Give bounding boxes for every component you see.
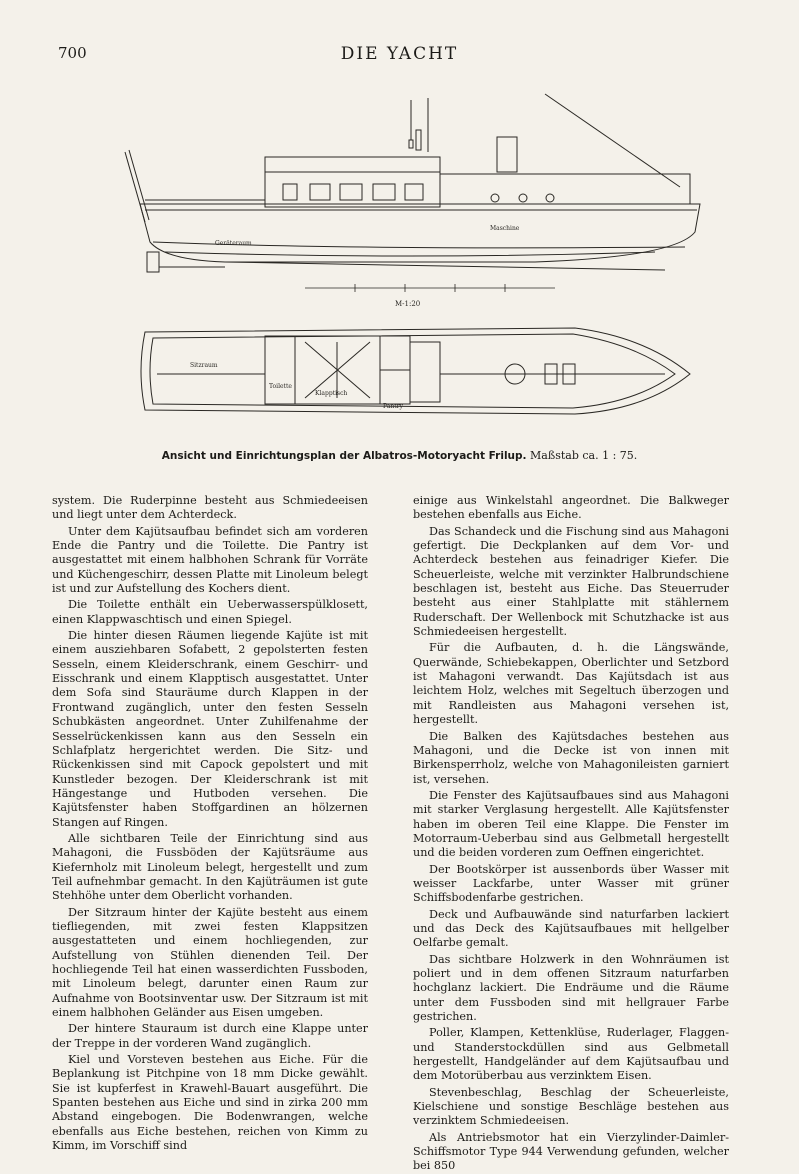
paragraph: Stevenbeschlag, Beschlag der Scheuerleiste, Kielschiene und sonstige Beschläge bestehen aus verzinktem Schmiedeeisen. — [413, 1085, 729, 1128]
paragraph: Der Bootskörper ist aussenbords über Wasser mit weisser Lackfarbe, unter Wasser mit grüner Schiffsbodenfarbe gestrichen. — [413, 862, 729, 905]
label-toilette: Toilette — [269, 383, 292, 390]
paragraph: Der Sitzraum hinter der Kajüte besteht aus einem tiefliegenden, mit zwei festen Klappsitzen ausgestatteten und einem hochliegenden, zur Aufstellung von Stühlen dienenden Teil. Der hochliegende Teil hat einen wasserdichten Fussboden, mit Linoleum belegt, darunter einen Raum zur Aufnahme von Bootsinventar usw. Der Sitzraum ist mit einem halbhohen Geländer aus Eisen umgeben. — [52, 905, 368, 1020]
paragraph: Kiel und Vorsteven bestehen aus Eiche. Für die Beplankung ist Pitchpine von 18 mm Dicke gewählt. Sie ist kupferfest in Krawehl-Bauart ausgeführt. Die Spanten bestehen aus Eiche und sind in zirka 200 mm Abstand eingebogen. Die Bodenwrangen, welche ebenfalls aus Eiche bestehen, reichen von Kimm zu Kimm, im Vorschiff sind — [52, 1053, 368, 1153]
boat-plan-figure — [105, 92, 705, 427]
paragraph: Alle sichtbaren Teile der Einrichtung sind aus Mahagoni, die Fussböden der Kajütsräume aus Kiefernholz mit Linoleum belegt, hergestellt und zum Teil aufnehmbar gemacht. In den Kajüträumen ist gute Stehhöhe unter dem Oberlicht vorhanden. — [52, 831, 368, 903]
paragraph: Die Balken des Kajütsdaches bestehen aus Mahagoni, und die Decke ist von innen mit Birkensperrholz, welche von Mahagonileisten garniert ist, versehen. — [413, 729, 729, 786]
paragraph: Das sichtbare Holzwerk in den Wohnräumen ist poliert und in dem offenen Sitzraum naturfarben hochglanz lackiert. Die Endräume und die Räume unter dem Fussboden sind mit hellgrauer Farbe gestrichen. — [413, 952, 729, 1024]
paragraph: Unter dem Kajütsaufbau befindet sich am vorderen Ende die Pantry und die Toilette. Die Pantry ist ausgestattet mit einem halbhohen Schrank für Vorräte und Küchengeschirr, dessen Platte mit Linoleum belegt ist und zur Aufstellung des Kochers dient. — [52, 524, 368, 596]
deck-plan-drawing — [141, 328, 690, 414]
caption-scale: Maßstab ca. 1 : 75. — [530, 449, 638, 462]
paragraph: Die hinter diesen Räumen liegende Kajüte ist mit einem ausziehbaren Sofabett, 2 gepolsterten festen Sesseln, einem Kleiderschrank, einem Geschirr- und Eisschrank und einem Klapptisch ausgestattet. Unter dem Sofa sind Stauräume durch Klappen in der Frontwand zugänglich, unter den festen Sesseln Schubkästen angeordnet. Unter Zuhilfenahme der Sesselrückenkissen kann aus den Sesseln ein Schlafplatz hergerichtet werden. Die Sitz- und Rückenkissen sind mit Capock gepolstert und mit Kunstleder bezogen. Der Kleiderschrank ist mit Hängestange und Hutboden versehen. Die Kajütsfenster haben Stoffgardinen an hölzernen Stangen auf Ringen. — [52, 629, 368, 829]
label-geraeteraum: Geräteraum — [215, 240, 252, 247]
paragraph: Die Toilette enthält ein Ueberwasserspülklosett, einen Klappwaschtisch und einen Spiegel. — [52, 598, 368, 626]
label-pantry: Pantry — [383, 403, 403, 410]
side-elevation-drawing — [125, 94, 700, 272]
scale-bar — [305, 284, 555, 308]
running-title: DIE YACHT — [340, 44, 459, 64]
scale-label: M-1:20 — [395, 300, 421, 308]
paragraph: Das Schandeck und die Fischung sind aus Mahagoni gefertigt. Die Deckplanken auf dem Vor- und Achterdeck bestehen aus feinadriger Kiefer. Die Scheuerleiste, welche mit verzinkter Halbrundschiene beschlagen ist, besteht aus Eiche. Das Steuerruder besteht aus einer Stahlplatte mit stählernem Ruderschaft. Der Wellenbock mit Schutzhacke ist aus Schmiedeeisen hergestellt. — [413, 524, 729, 639]
paragraph: system. Die Ruderpinne besteht aus Schmiedeeisen und liegt unter dem Achterdeck. — [52, 494, 368, 522]
page-header — [0, 44, 799, 68]
label-klapptisch: Klapptisch — [315, 390, 348, 397]
paragraph: Die Fenster des Kajütsaufbaues sind aus Mahagoni mit starker Verglasung hergestellt. Alle Kajütsfenster haben im oberen Teil eine Klappe. Die Fenster im Motorraum-Ueberbau sind aus Gelbmetall hergestellt und die beiden vorderen zum Oeffnen eingerichtet. — [413, 788, 729, 860]
figure-caption — [0, 449, 799, 462]
paragraph: Poller, Klampen, Kettenklüse, Ruderlager, Flaggen- und Standerstockdüllen sind aus Gelbmetall hergestellt, Handgeländer auf dem Kajütsaufbau und dem Motorüberbau aus verzinktem Eisen. — [413, 1026, 729, 1083]
paragraph: einige aus Winkelstahl angeordnet. Die Balkweger bestehen ebenfalls aus Eiche. — [413, 494, 729, 522]
paragraph: Der hintere Stauraum ist durch eine Klappe unter der Treppe in der vorderen Wand zugänglich. — [52, 1022, 368, 1050]
paragraph: Für die Aufbauten, d. h. die Längswände, Querwände, Schiebekappen, Oberlichter und Setzbord ist Mahagoni verwandt. Das Kajütsdach ist aus leichtem Holz, welches mit Segeltuch überzogen und mit Randleisten aus Mahagoni versehen ist, hergestellt. — [413, 641, 729, 727]
page-number: 700 — [58, 44, 87, 62]
paragraph: Deck und Aufbauwände sind naturfarben lackiert und das Deck des Kajütsaufbaues mit hellgelber Oelfarbe gemalt. — [413, 907, 729, 950]
label-sitzraum: Sitzraum — [190, 362, 218, 369]
caption-title: Ansicht und Einrichtungsplan der Albatros-Motoryacht Frilup. — [161, 450, 527, 462]
paragraph: Als Antriebsmotor hat ein Vierzylinder-Daimler-Schiffsmotor Type 944 Verwendung gefunden, welcher bei 850 — [413, 1130, 729, 1173]
left-text-column — [52, 494, 368, 1153]
label-maschine: Maschine — [490, 225, 520, 232]
right-text-column — [413, 494, 729, 1174]
